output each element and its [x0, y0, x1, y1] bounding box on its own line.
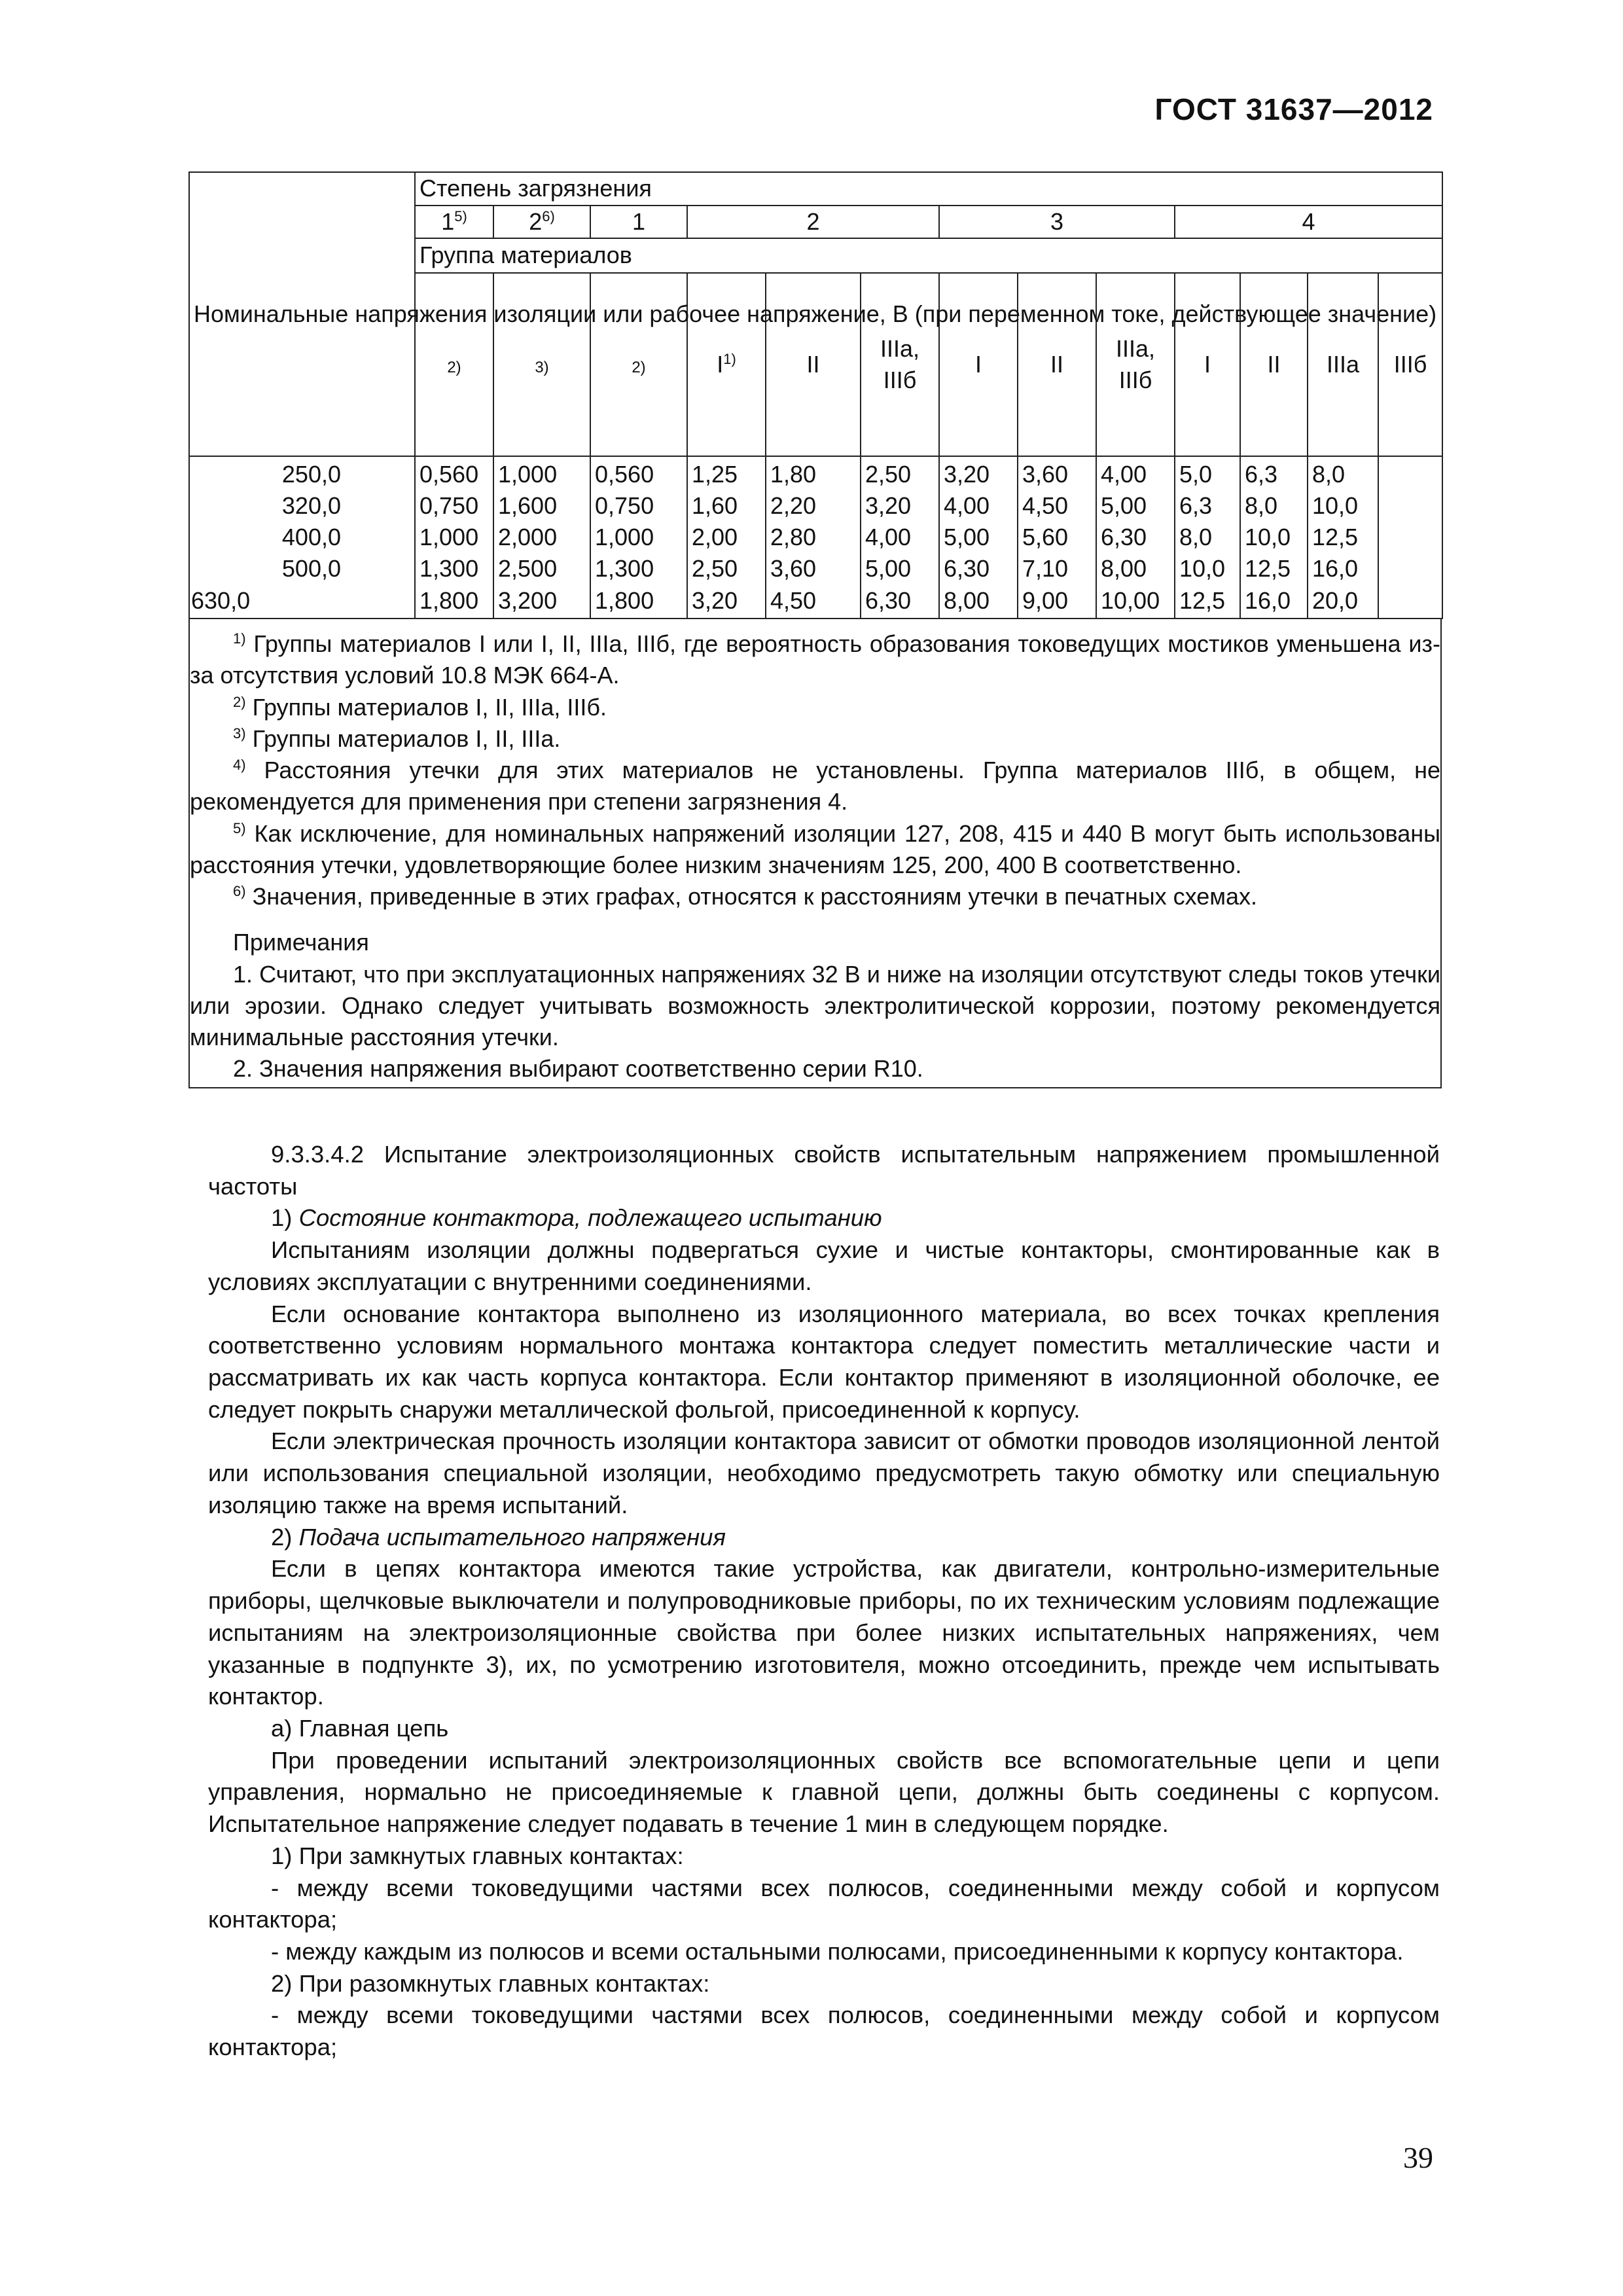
cell: 1,600 [498, 492, 558, 519]
footnote: $^{5)}$ Как исключение, для номинальных напряжений изоляции 127, 208, 415 и 440 В могут быть использованы расстояния утечки, удовлетворяющие более низким значениям 125, 200, 400 В соответственно. [190, 819, 1440, 878]
cell: 6,30 [865, 586, 912, 614]
voltage-value: 250,0 [281, 460, 341, 488]
page-number: 39 [1403, 2141, 1433, 2174]
cell: 4,00 [865, 524, 912, 551]
paragraph: Если основание контактора выполнено из изоляционного материала, во всех точках крепления соответственно условиям нормального монтажа контактора следует поместить металлические части и рассматривать их как часть корпуса контактора. Если контактор применяют в изоляционной оболочке, ее следует покрыть снаружи металлической фольгой, присоединенной к корпусу. [208, 1300, 1440, 1423]
cell: 0,750 [419, 492, 479, 519]
voltage-value: 630,0 [191, 586, 251, 614]
cell: 6,3 [1179, 492, 1213, 519]
pollution-degree-title: Степень загрязнения [415, 172, 1442, 206]
cell: 1,300 [419, 555, 479, 583]
value-column-empty [1378, 456, 1442, 619]
footnote: $^{6)}$ Значения, приведенные в этих графах, относятся к расстояниям утечки в печатных схемах. [233, 883, 1258, 910]
cell: 2,00 [692, 524, 738, 551]
paragraph: Испытаниям изоляции должны подвергаться сухие и чистые контакторы, смонтированные как в условиях эксплуатации с внутренними соединениями. [208, 1236, 1440, 1295]
cell: 8,0 [1245, 492, 1278, 519]
cell: 1,80 [770, 460, 817, 488]
cell: 1,800 [595, 586, 654, 614]
pollution-col: 1 [590, 206, 687, 239]
pollution-col: 4 [1175, 206, 1442, 239]
cell: 10,00 [1101, 586, 1160, 614]
value-column [1175, 456, 1240, 619]
cell: 1,800 [419, 586, 479, 614]
cell: 4,00 [944, 492, 990, 519]
material-col: $I^{1)}$ [687, 273, 766, 456]
cell: 6,30 [1101, 524, 1147, 551]
creepage-distance-table [188, 171, 1443, 619]
cell: 8,0 [1179, 524, 1213, 551]
rated-voltage-header: Номинальные напряжения изоляции или рабочее напряжение, В (при переменном токе, действующее значение) [189, 172, 415, 456]
cell: 2,50 [865, 460, 912, 488]
note: 2. Значения напряжения выбирают соответственно серии R10. [233, 1055, 923, 1083]
paragraph: - между каждым из полюсов и всеми остальными полюсами, присоединенными к корпусу контактора. [271, 1937, 1404, 1965]
pollution-col: 2$^{6)}$ [493, 206, 590, 239]
cell: 0,560 [419, 460, 479, 488]
cell: 12,5 [1179, 586, 1226, 614]
cell: 2,500 [498, 555, 558, 583]
paragraph: При проведении испытаний электроизоляционных свойств все вспомогательные цепи и цепи управления, нормально не присоединяемые к главной цепи, должны быть соединены с корпусом. Испытательное напряжение следует подавать в течение 1 мин в следующем порядке. [208, 1746, 1440, 1838]
cell: 3,20 [865, 492, 912, 519]
value-column [415, 456, 493, 619]
material-col: 2) [590, 273, 687, 456]
value-column [590, 456, 687, 619]
cell: 12,5 [1245, 555, 1291, 583]
cell: 8,0 [1312, 460, 1346, 488]
value-column [939, 456, 1018, 619]
cell: 16,0 [1312, 555, 1359, 583]
paragraph-heading: 2) Подача испытательного напряжения [271, 1523, 726, 1551]
value-column [1018, 456, 1096, 619]
material-col: 2) [415, 273, 493, 456]
material-col: II [766, 273, 861, 456]
creepage-table [188, 171, 1442, 1088]
cell: 1,25 [692, 460, 738, 488]
paragraph: - между всеми токоведущими частями всех полюсов, соединенными между собой и корпусом контактора; [208, 1874, 1440, 1933]
paragraph: Если электрическая прочность изоляции контактора зависит от обмотки проводов изоляционной лентой или использования специальной изоляции, необходимо предусмотреть такую обмотку или специальную изоляцию также на время испытаний. [208, 1427, 1440, 1518]
cell: 5,60 [1022, 524, 1069, 551]
paragraph: - между всеми токоведущими частями всех полюсов, соединенными между собой и корпусом контактора; [208, 2001, 1440, 2061]
cell: 1,000 [498, 460, 558, 488]
value-column [861, 456, 939, 619]
notes-title: Примечания [233, 929, 369, 956]
voltage-value: 400,0 [281, 524, 341, 551]
cell: 5,00 [944, 524, 990, 551]
material-col: I [1175, 273, 1240, 456]
cell: 3,20 [692, 586, 738, 614]
cell: 8,00 [1101, 555, 1147, 583]
cell: 7,10 [1022, 555, 1069, 583]
cell: 4,00 [1101, 460, 1147, 488]
value-column [493, 456, 590, 619]
cell: 3,20 [944, 460, 990, 488]
voltage-column [189, 456, 415, 619]
cell: 1,60 [692, 492, 738, 519]
cell: 1,300 [595, 555, 654, 583]
footnote: $^{1)}$ Группы материалов I или I, II, IIIa, IIIб, где вероятность образования токоведущих мостиков уменьшена из-за отсутствия условий 10.8 МЭК 664-А. [190, 630, 1440, 689]
value-column [1240, 456, 1308, 619]
cell: 5,00 [865, 555, 912, 583]
cell: 3,200 [498, 586, 558, 614]
pollution-col: 3 [939, 206, 1175, 239]
cell: 1,000 [595, 524, 654, 551]
value-column [687, 456, 766, 619]
cell: 2,20 [770, 492, 817, 519]
cell: 4,50 [1022, 492, 1069, 519]
cell: 3,60 [1022, 460, 1069, 488]
body-text [208, 1139, 1440, 2064]
cell: 0,560 [595, 460, 654, 488]
cell: 4,50 [770, 586, 817, 614]
cell: 10,0 [1179, 555, 1226, 583]
cell: 2,80 [770, 524, 817, 551]
value-column [766, 456, 861, 619]
material-col: IIIa, IIIб [861, 273, 939, 456]
cell: 5,00 [1101, 492, 1147, 519]
footnote: $^{3)}$ Группы материалов I, II, IIIa. [233, 725, 561, 752]
material-col: IIIa [1308, 273, 1378, 456]
voltage-value: 500,0 [281, 555, 341, 583]
value-column [1308, 456, 1378, 619]
document-header: ГОСТ 31637—2012 [1154, 92, 1433, 126]
pollution-col: 2 [687, 206, 939, 239]
paragraph-heading: 1) Состояние контактора, подлежащего испытанию [271, 1204, 882, 1232]
paragraph: 1) При замкнутых главных контактах: [271, 1842, 684, 1869]
cell: 6,3 [1245, 460, 1278, 488]
cell: 6,30 [944, 555, 990, 583]
material-col: II [1018, 273, 1096, 456]
table-notes [188, 619, 1442, 1088]
cell: 0,750 [595, 492, 654, 519]
material-col: 3) [493, 273, 590, 456]
paragraph: 9.3.3.4.2 Испытание электроизоляционных свойств испытательным напряжением промышленной частоты [208, 1141, 1440, 1200]
material-col: IIIa, IIIб [1096, 273, 1175, 456]
cell: 12,5 [1312, 524, 1359, 551]
cell: 3,60 [770, 555, 817, 583]
note: 1. Считают, что при эксплуатационных напряжениях 32 В и ниже на изоляции отсутствуют следы токов утечки или эрозии. Однако следует учитывать возможность электролитической коррозии, поэтому рекомендуется минимальные расстояния утечки. [190, 960, 1440, 1050]
paragraph: Если в цепях контактора имеются такие устройства, как двигатели, контрольно-измерительные приборы, щелчковые выключатели и полупроводниковые приборы, по их техническим условиям подлежащие испытаниям на электроизоляционные свойства при более низких испытательных напряжениях, чем указанные в подпункте 3), их, по усмотрению изготовителя, можно отсоединить, прежде чем испытывать контактор. [208, 1555, 1440, 1710]
cell: 16,0 [1245, 586, 1291, 614]
cell: 10,0 [1312, 492, 1359, 519]
cell: 10,0 [1245, 524, 1291, 551]
pollution-col: 1$^{5)}$ [415, 206, 493, 239]
cell: 8,00 [944, 586, 990, 614]
voltage-value: 320,0 [281, 492, 341, 519]
material-col: II [1240, 273, 1308, 456]
paragraph: а) Главная цепь [271, 1714, 449, 1742]
material-group-title: Группа материалов [415, 238, 1442, 273]
footnote: $^{2)}$ Группы материалов I, II, IIIa, IIIб. [233, 693, 607, 721]
value-column [1096, 456, 1175, 619]
cell: 9,00 [1022, 586, 1069, 614]
cell: 20,0 [1312, 586, 1359, 614]
paragraph: 2) При разомкнутых главных контактах: [271, 1969, 710, 1997]
cell: 5,0 [1179, 460, 1213, 488]
cell: 2,000 [498, 524, 558, 551]
footnote: $^{4)}$ Расстояния утечки для этих материалов не установлены. Группа материалов IIIб, в общем, не рекомендуется для применения при степени загрязнения 4. [190, 757, 1440, 816]
cell: 2,50 [692, 555, 738, 583]
material-col: IIIб [1378, 273, 1442, 456]
material-col: I [939, 273, 1018, 456]
cell: 1,000 [419, 524, 479, 551]
